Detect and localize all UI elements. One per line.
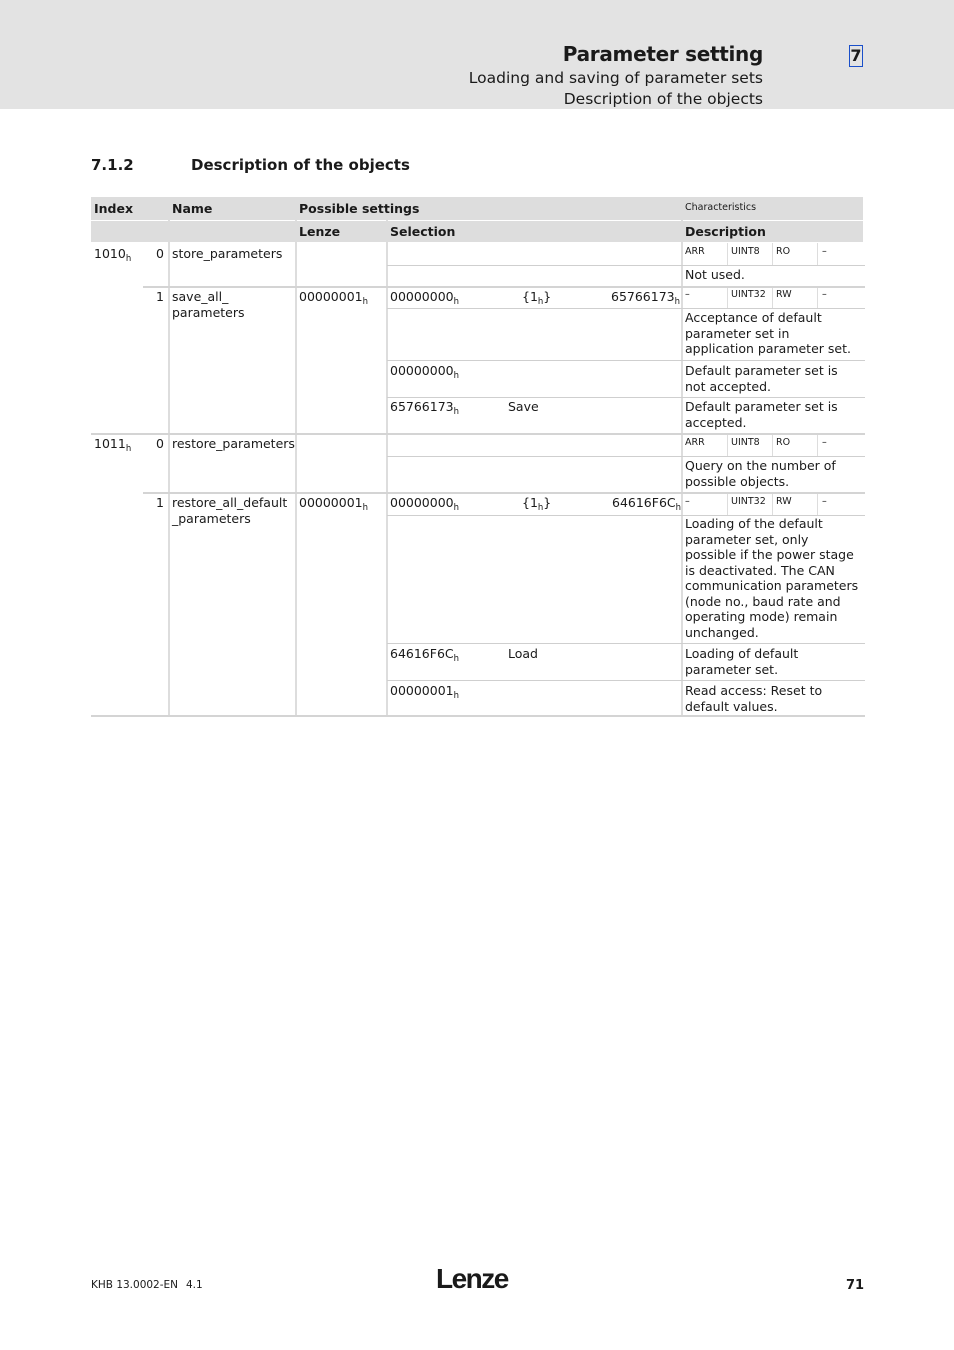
header-possible-settings: Possible settings [299,201,420,216]
section-title: Description of the objects [191,156,410,174]
header-subtitle-2: Description of the objects [563,90,763,108]
page-number: 71 [846,1278,865,1293]
row-1010-0-char-4: – [822,246,827,257]
lenze-logo-text: Lenze [436,1263,508,1293]
row-1010-1-char-2: UINT32 [731,289,766,300]
row-1011-0-char-1: ARR [685,437,705,448]
row-1010-1-option-2-label: Save [508,399,539,414]
row-1011-1-option-2-value: 00000001h [390,683,460,701]
row-1010-1-selection-step: {1h} [522,289,552,307]
row-1010-1-char-4: – [822,289,827,300]
row-1010-0-description: Not used. [685,267,745,282]
row-1010-1-name: save_all_ parameters [172,289,245,320]
row-1011-1-selection-step: {1h} [522,495,552,513]
header-description: Description [685,224,766,239]
row-1010-1-option-2-value: 65766173h [390,399,460,417]
footer-version: 4.1 [186,1279,203,1291]
row-1010-index: 1010h [94,246,132,264]
row-1011-1-char-3: RW [776,496,792,507]
row-1011-0-subindex: 0 [156,436,164,451]
row-1011-0-name: restore_parameters [172,436,295,451]
row-1010-0-char-3: RO [776,246,791,257]
row-1011-1-char-2: UINT32 [731,496,766,507]
chapter-badge[interactable]: 7 [850,46,862,65]
row-1010-1-lenze: 00000001h [299,289,369,307]
row-1010-0-name: store_parameters [172,246,283,261]
row-1011-1-option-1-value: 64616F6Ch [390,646,460,664]
header-lenze: Lenze [299,224,341,239]
header-title: Parameter setting [562,42,763,66]
row-1011-1-option-2-description: Read access: Reset to default values. [685,683,823,714]
row-1011-0-char-2: UINT8 [731,437,760,448]
row-1011-1-option-1-label: Load [508,646,538,661]
row-1011-1-description: Loading of the default parameter set, only possible if the power stage is deactivated. The CAN communication parameters (node no., baud rate and operating mode) remain unchanged. [685,516,859,640]
row-1011-0-char-4: – [822,437,827,448]
row-1010-1-selection-min: 00000000h [390,289,460,307]
page-header [0,0,954,109]
row-1011-1-name: restore_all_default _parameters [172,495,288,526]
row-1010-0-char-2: UINT8 [731,246,760,257]
row-1011-1-char-1: – [685,496,690,507]
row-1010-1-option-2-description: Default parameter set is accepted. [685,399,838,430]
section-number: 7.1.2 [91,156,134,174]
row-1010-1-selection-max: 65766173h [611,289,681,307]
row-1010-1-subindex: 1 [156,289,164,304]
row-1011-1-selection-min: 00000000h [390,495,460,513]
row-1010-1-char-3: RW [776,289,792,300]
footer-doc-id: KHB 13.0002-EN [91,1279,179,1291]
row-1011-1-char-4: – [822,496,827,507]
row-1011-0-description: Query on the number of possible objects. [685,458,836,489]
header-name: Name [172,201,213,216]
row-1011-index: 1011h [94,436,132,454]
row-1011-1-subindex: 1 [156,495,164,510]
header-selection: Selection [390,224,456,239]
row-1010-1-description: Acceptance of default parameter set in application parameter set. [685,310,851,356]
row-1011-1-option-1-description: Loading of default parameter set. [685,646,799,677]
lenze-logo [436,1263,516,1297]
row-1010-0-char-1: ARR [685,246,705,257]
row-1010-1-char-1: – [685,289,690,300]
row-1010-1-option-1-description: Default parameter set is not accepted. [685,363,838,394]
row-1010-1-option-1-value: 00000000h [390,363,460,381]
row-1011-1-lenze: 00000001h [299,495,369,513]
header-index: Index [94,201,134,216]
row-1011-1-selection-max: 64616F6Ch [612,495,682,513]
header-subtitle-1: Loading and saving of parameter sets [468,69,763,87]
header-characteristics: Characteristics [685,202,757,213]
row-1010-0-subindex: 0 [156,246,164,261]
row-1011-0-char-3: RO [776,437,791,448]
